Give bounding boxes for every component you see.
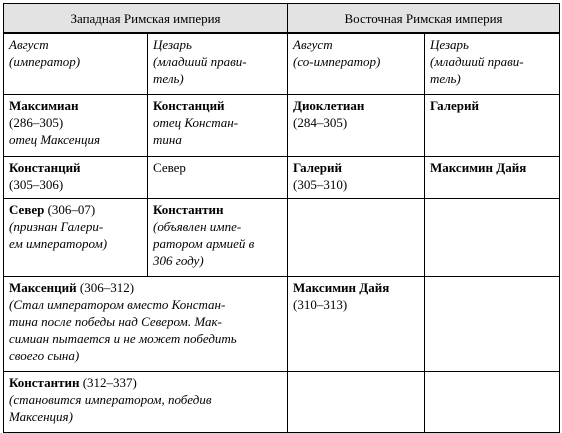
ruler-name: Галерий: [430, 98, 480, 113]
ruler-note: Максенция): [9, 409, 73, 424]
ruler-entry: [9, 279, 282, 296]
ruler-note: (признан Галери-: [9, 219, 104, 234]
cell-east-augustus: [288, 277, 425, 372]
title-line: тель): [153, 71, 184, 86]
ruler-name: Константин: [9, 375, 80, 390]
ruler-note: ем императором): [9, 236, 108, 251]
cell-east-caesar: [425, 157, 560, 199]
ruler-note: тина после победы над Севером. Мак-: [9, 314, 222, 329]
cell-east-augustus: [288, 157, 425, 199]
west-empire-header: Западная Римская империя: [4, 4, 288, 34]
ruler-note: отец Констан-: [153, 115, 239, 130]
west-caesar-header: [148, 33, 288, 95]
table-row: [4, 157, 560, 199]
title-line: Август: [293, 37, 333, 52]
reign-years: (306–312): [79, 280, 135, 295]
cell-west-augustus: [4, 157, 148, 199]
table-row: [4, 372, 560, 433]
cell-east-caesar-empty: [425, 372, 560, 433]
reign-years: (305–310): [293, 177, 348, 192]
title-line: тель): [430, 71, 461, 86]
ruler-note: тина: [153, 132, 182, 147]
reign-years: (310–313): [293, 297, 348, 312]
ruler-note: отец Максенция: [9, 132, 100, 147]
reign-years: (284–305): [293, 115, 348, 130]
ruler-note: ратором армией в: [153, 236, 255, 251]
ruler-name: Диоклетиан: [293, 98, 365, 113]
ruler-name: Север: [153, 160, 186, 175]
cell-east-augustus-empty: [288, 199, 425, 277]
cell-east-caesar-empty: [425, 199, 560, 277]
ruler-note: 306 году): [153, 253, 204, 268]
cell-west-caesar: [148, 199, 288, 277]
title-line: (младший прави-: [430, 54, 524, 69]
ruler-entry: [9, 374, 282, 391]
title-line: Цезарь: [153, 37, 192, 52]
ruler-name: Констанций: [153, 98, 225, 113]
east-caesar-header: [425, 33, 560, 95]
title-line: (младший прави-: [153, 54, 247, 69]
header-row: [4, 4, 560, 34]
cell-west-merged: [4, 277, 288, 372]
table-row: [4, 199, 560, 277]
reign-years: (286–305): [9, 115, 64, 130]
ruler-note: симиан пытается и не может победить: [9, 331, 237, 346]
title-line: Цезарь: [430, 37, 469, 52]
east-empire-header: Восточная Римская империя: [288, 4, 560, 34]
ruler-entry: [9, 201, 142, 218]
ruler-name: Максенций: [9, 280, 77, 295]
ruler-note: (становится императором, победив: [9, 392, 212, 407]
ruler-name: Максимин Дайя: [430, 160, 527, 175]
ruler-note: (Стал императором вместо Констан-: [9, 297, 226, 312]
cell-west-augustus: [4, 199, 148, 277]
reign-years: (312–337): [82, 375, 137, 390]
cell-west-merged: [4, 372, 288, 433]
table-row: [4, 95, 560, 157]
reign-years: (305–306): [9, 177, 64, 192]
title-line: (со-император): [293, 54, 381, 69]
west-augustus-header: [4, 33, 148, 95]
ruler-note: (объявлен импе-: [153, 219, 242, 234]
cell-east-augustus-empty: [288, 372, 425, 433]
reign-years: (306–07): [47, 202, 96, 217]
ruler-name: Север: [9, 202, 45, 217]
east-augustus-header: [288, 33, 425, 95]
cell-east-augustus: [288, 95, 425, 157]
title-line: (император): [9, 54, 81, 69]
title-line: Август: [9, 37, 49, 52]
cell-east-caesar-empty: [425, 277, 560, 372]
ruler-name: Констанций: [9, 160, 81, 175]
table-row: [4, 277, 560, 372]
cell-west-caesar: [148, 95, 288, 157]
cell-east-caesar: [425, 95, 560, 157]
ruler-name: Галерий: [293, 160, 343, 175]
ruler-name: Константин: [153, 202, 224, 217]
subheader-row: [4, 33, 560, 95]
tetrarchy-table: [3, 3, 560, 433]
cell-west-caesar: [148, 157, 288, 199]
ruler-name: Максимин Дайя: [293, 280, 390, 295]
ruler-name: Максимиан: [9, 98, 79, 113]
ruler-note: своего сына): [9, 348, 80, 363]
cell-west-augustus: [4, 95, 148, 157]
